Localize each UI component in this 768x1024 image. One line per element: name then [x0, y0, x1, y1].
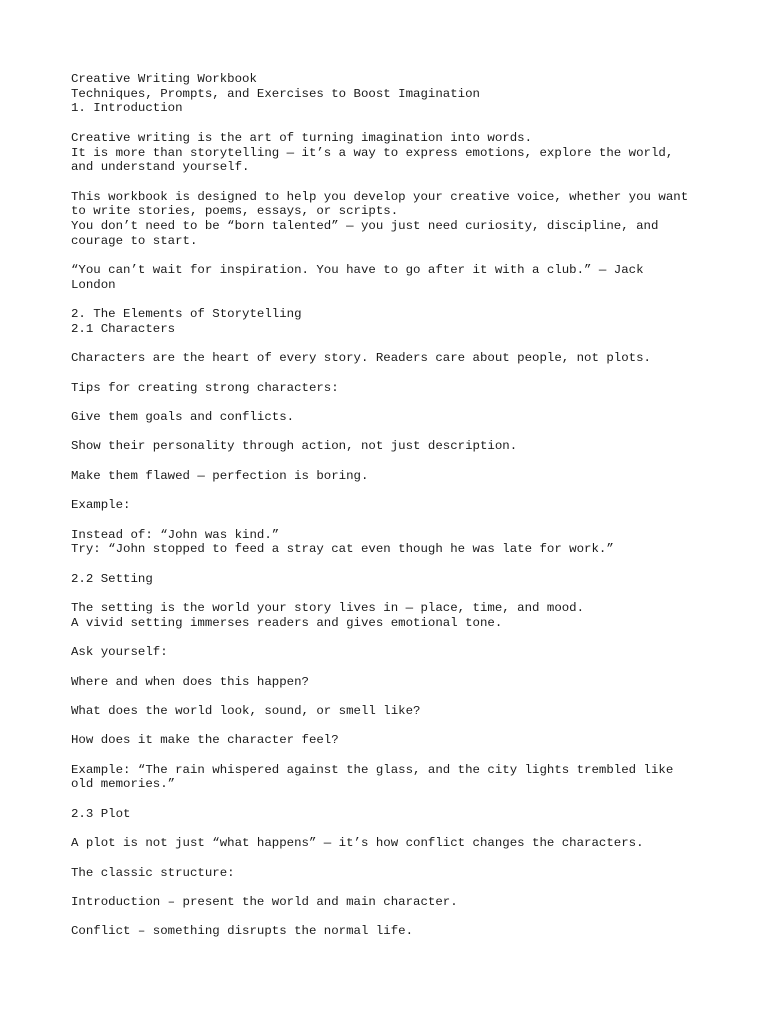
paragraph-line: The setting is the world your story lives in — place, time, and mood.: [71, 601, 585, 616]
example-line: Instead of: “John was kind.”: [71, 527, 280, 542]
section-heading-storytelling: 2. The Elements of Storytelling: [71, 307, 302, 322]
example-line: Example: “The rain whispered against the glass, and the city lights trembled like: [71, 762, 674, 777]
paragraph-line: Creative writing is the art of turning imagination into words.: [71, 130, 533, 145]
example-line: Try: “John stopped to feed a stray cat even though he was late for work.”: [71, 542, 614, 557]
list-label: Tips for creating strong characters:: [71, 380, 339, 395]
paragraph-line: Characters are the heart of every story. Readers care about people, not plots.: [71, 351, 651, 366]
example-label: Example:: [71, 498, 131, 513]
example-line: old memories.”: [71, 777, 176, 792]
quote-line: London: [71, 277, 116, 292]
subsection-heading-characters: 2.1 Characters: [71, 321, 176, 336]
quote-line: “You can’t wait for inspiration. You have to go after it with a club.” — Jack: [71, 263, 644, 278]
list-item: Give them goals and conflicts.: [71, 410, 295, 425]
paragraph-line: This workbook is designed to help you develop your creative voice, whether you want: [71, 189, 689, 204]
paragraph-line: courage to start.: [71, 233, 198, 248]
section-heading-introduction: 1. Introduction: [71, 101, 183, 116]
list-item: Make them flawed — perfection is boring.: [71, 468, 369, 483]
paragraph-line: to write stories, poems, essays, or scripts.: [71, 204, 399, 219]
list-item: What does the world look, sound, or smell like?: [71, 703, 421, 718]
paragraph-line: A vivid setting immerses readers and gives emotional tone.: [71, 615, 503, 630]
list-label: The classic structure:: [71, 865, 235, 880]
list-item: Introduction – present the world and main character.: [71, 895, 458, 910]
document-page: [71, 72, 731, 939]
list-item: Conflict – something disrupts the normal life.: [71, 924, 414, 939]
paragraph-line: A plot is not just “what happens” — it’s how conflict changes the characters.: [71, 836, 644, 851]
paragraph-line: It is more than storytelling — it’s a way to express emotions, explore the world,: [71, 145, 674, 160]
list-item: Where and when does this happen?: [71, 674, 309, 689]
list-label: Ask yourself:: [71, 645, 168, 660]
subsection-heading-setting: 2.2 Setting: [71, 571, 153, 586]
subsection-heading-plot: 2.3 Plot: [71, 806, 131, 821]
list-item: How does it make the character feel?: [71, 733, 339, 748]
paragraph-line: and understand yourself.: [71, 160, 250, 175]
list-item: Show their personality through action, not just description.: [71, 439, 518, 454]
document-subtitle: Techniques, Prompts, and Exercises to Boost Imagination: [71, 86, 480, 101]
paragraph-line: You don’t need to be “born talented” — you just need curiosity, discipline, and: [71, 219, 659, 233]
document-title: Creative Writing Workbook: [71, 72, 257, 86]
